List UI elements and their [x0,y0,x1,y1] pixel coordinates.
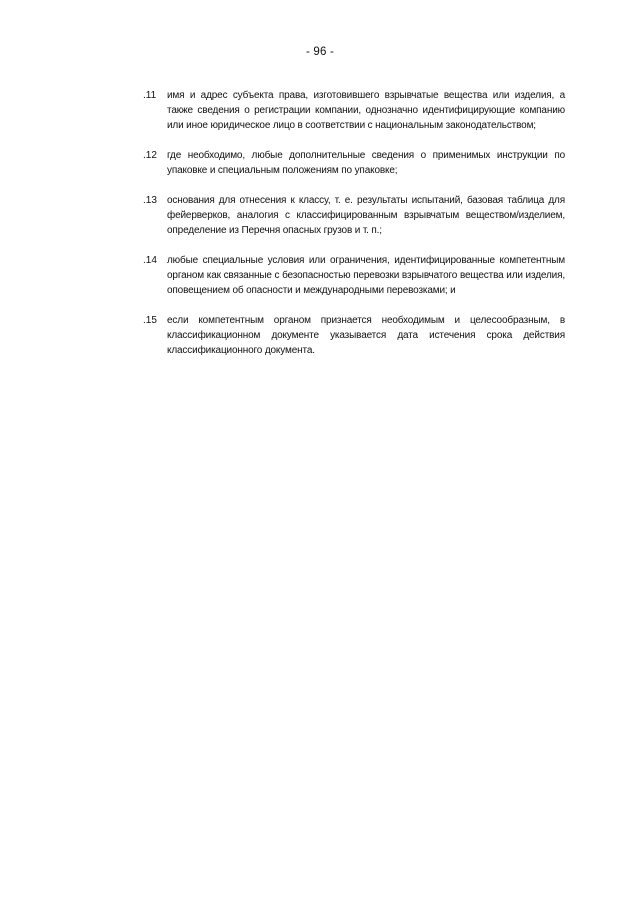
item-list [139,88,565,373]
item-number: .14 [143,255,157,266]
item-number: .13 [143,195,157,206]
page-number: - 96 - [305,46,335,58]
list-item [139,148,565,178]
list-item [139,313,565,358]
item-text: любые специальные условия или ограничения, идентифицированные компетентным органом как связанные с безопасностью перевозки взрывчатого вещества или изделия, оповещением об опасности и международными перевозками; и [167,255,565,296]
list-item [139,193,565,238]
list-item [139,253,565,298]
list-item [139,88,565,133]
item-text: основания для отнесения к классу, т. е. результаты испытаний, базовая таблица для фейерверков, аналогия с классифицированным взрывчатым веществом/изделием, определение из Перечня опасных грузов и т. п.; [167,195,565,236]
item-text: если компетентным органом признается необходимым и целесообразным, в классификационном документе указывается дата истечения срока действия классификационного документа. [167,315,565,356]
item-number: .15 [143,315,157,326]
item-text: где необходимо, любые дополнительные сведения о применимых инструкции по упаковке и специальным положениям по упаковке; [167,150,565,176]
item-text: имя и адрес субъекта права, изготовившего взрывчатые вещества или изделия, а также сведения о регистрации компании, однозначно идентифицирующие компанию или иное юридическое лицо в соответствии с национальным законодательством; [167,90,565,131]
item-number: .11 [143,90,157,101]
item-number: .12 [143,150,157,161]
